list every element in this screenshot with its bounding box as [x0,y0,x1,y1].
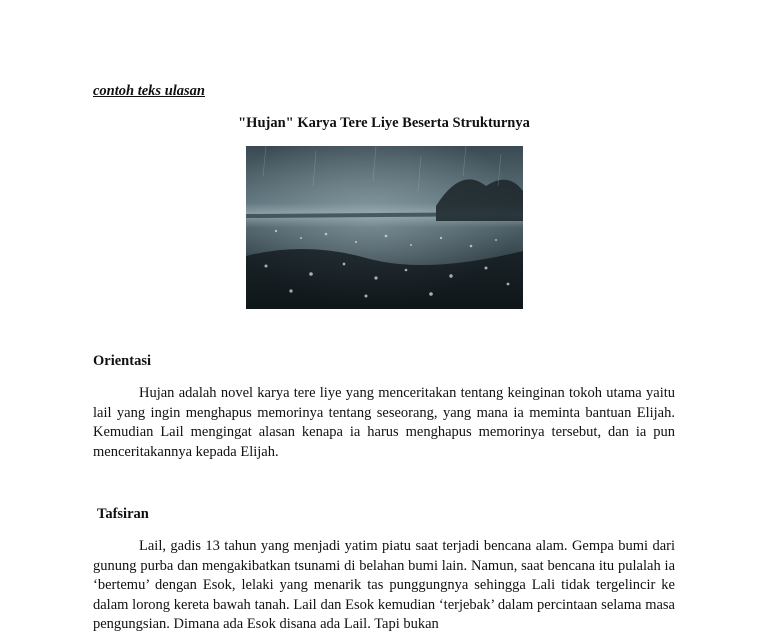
section-paragraph-tafsiran: Lail, gadis 13 tahun yang menjadi yatim piatu saat terjadi bencana alam. Gempa bumi dari gunung purba dan mengakibatkan tsunami di belahan bumi lain. Namun, saat bencana itu pulalah ia ‘bertemu’ dengan Esok, lelaki yang menarik tas punggungnya sehingga Lali tidak tergelincir ke dalam lorong kereta bawah tanah. Lail dan Esok kemudian ‘terjebak’ dalam percintaan selama masa pengungsian. Dimana ada Esok disana ada Lail. Tapi bukan [93,538,675,632]
section-paragraph-orientasi: Hujan adalah novel karya tere liye yang menceritakan tentang keinginan tokoh utama yaitu lail yang ingin menghapus memorinya tentang seseorang, yang mana ia meminta bantuan Elijah. Kemudian Lail mengingat alasan kenapa ia harus menghapus memorinya tersebut, dan ia pun menceritakannya kepada Elijah. [93,385,675,460]
rain-photo-image [246,146,523,309]
section-heading-orientasi: Orientasi [93,353,151,369]
document-title: "Hujan" Karya Tere Liye Beserta Strukturnya [238,115,530,131]
heading-link[interactable]: contoh teks ulasan [93,83,205,99]
rain-photo-icon [246,146,523,309]
section-heading-tafsiran: Tafsiran [97,506,149,522]
